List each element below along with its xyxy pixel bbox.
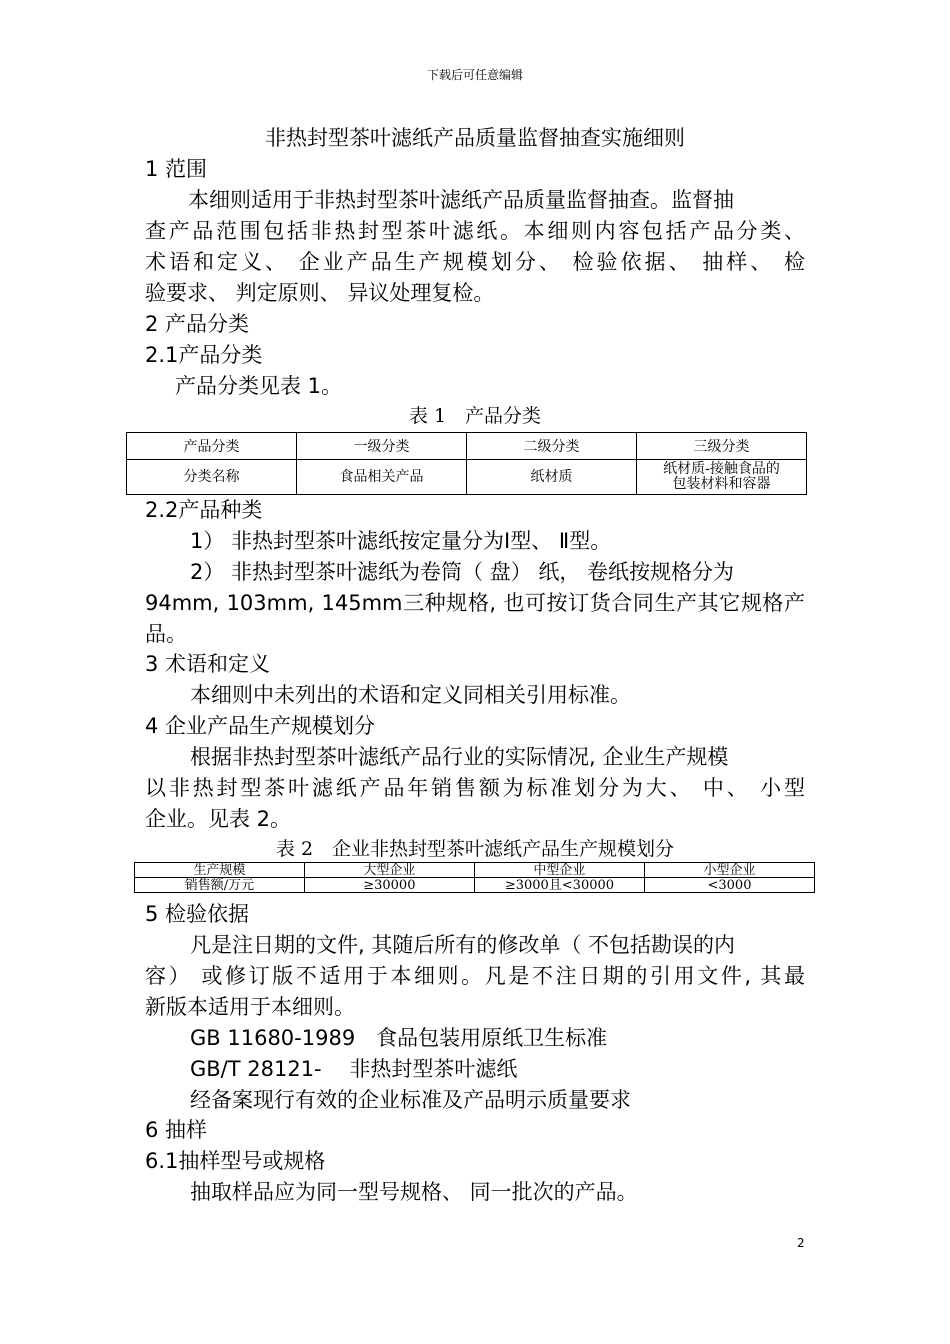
section-2-1-text: 产品分类见表 1。 bbox=[175, 374, 343, 398]
table-header-cell: 生产规模 bbox=[135, 863, 305, 878]
table-1-caption: 表 1 产品分类 bbox=[408, 405, 542, 427]
table-cell: 纸材质 bbox=[466, 460, 636, 495]
table-cell-line: 包装材料和容器 bbox=[672, 476, 771, 492]
section-2-1-heading: 2.1产品分类 bbox=[145, 343, 263, 367]
reference-standard: GB 11680-1989 食品包装用原纸卫生标准 bbox=[190, 1026, 608, 1050]
table-header-cell: 大型企业 bbox=[304, 863, 474, 878]
table-header-cell: 中型企业 bbox=[474, 863, 644, 878]
production-scale-table bbox=[134, 862, 815, 893]
section-1-paragraph-line: 术语和定义、 企业产品生产规模划分、 检验依据、 抽样、 检 bbox=[145, 250, 805, 274]
section-1-paragraph-line: 本细则适用于非热封型茶叶滤纸产品质量监督抽查。监督抽 bbox=[188, 188, 734, 212]
table-cell: ≥3000且<30000 bbox=[474, 878, 644, 893]
section-6-1-heading: 6.1抽样型号或规格 bbox=[145, 1149, 326, 1173]
section-4-heading: 4 企业产品生产规模划分 bbox=[145, 714, 376, 738]
section-6-heading: 6 抽样 bbox=[145, 1118, 208, 1142]
section-5-paragraph-line: 凡是注日期的文件, 其随后所有的修改单（ 不包括勘误的内 bbox=[190, 933, 736, 957]
table-2-caption: 表 2 企业非热封型茶叶滤纸产品生产规模划分 bbox=[275, 838, 675, 860]
section-5-paragraph-line: 容） 或修订版不适用于本细则。凡是不注日期的引用文件, 其最 bbox=[145, 964, 805, 988]
section-2-2-item: 2） 非热封型茶叶滤纸为卷筒（ 盘） 纸， 卷纸按规格分为 bbox=[190, 560, 735, 584]
table-header-cell: 一级分类 bbox=[296, 433, 466, 460]
section-4-paragraph-line: 根据非热封型茶叶滤纸产品行业的实际情况, 企业生产规模 bbox=[190, 745, 729, 769]
section-5-paragraph-line: 新版本适用于本细则。 bbox=[145, 995, 355, 1019]
section-4-paragraph-line: 企业。见表 2。 bbox=[145, 807, 292, 831]
reference-standard: 经备案现行有效的企业标准及产品明示质量要求 bbox=[190, 1088, 631, 1112]
section-1-heading: 1 范围 bbox=[145, 157, 208, 181]
section-2-2-heading: 2.2产品种类 bbox=[145, 498, 263, 522]
document-title: 非热封型茶叶滤纸产品质量监督抽查实施细则 bbox=[265, 126, 685, 150]
table-header-cell: 小型企业 bbox=[644, 863, 814, 878]
section-4-paragraph-line: 以非热封型茶叶滤纸产品年销售额为标准划分为大、 中、 小型 bbox=[145, 776, 805, 800]
table-cell-line: 纸材质-接触食品的 bbox=[663, 461, 780, 477]
reference-standard: GB/T 28121- 非热封型茶叶滤纸 bbox=[190, 1057, 518, 1081]
section-2-2-item: 94mm, 103mm, 145mm三种规格, 也可按订货合同生产其它规格产 bbox=[145, 591, 805, 615]
table-cell: <3000 bbox=[644, 878, 814, 893]
table-header-cell: 二级分类 bbox=[466, 433, 636, 460]
section-2-2-item: 品。 bbox=[145, 622, 187, 646]
table-cell bbox=[636, 460, 806, 495]
download-note: 下载后可任意编辑 bbox=[426, 68, 523, 82]
section-6-1-text: 抽取样品应为同一型号规格、 同一批次的产品。 bbox=[190, 1180, 638, 1204]
section-3-text: 本细则中未列出的术语和定义同相关引用标准。 bbox=[190, 683, 631, 707]
table-header-cell: 三级分类 bbox=[636, 433, 806, 460]
section-2-2-item: 1） 非热封型茶叶滤纸按定量分为Ⅰ型、 Ⅱ型。 bbox=[190, 529, 612, 553]
section-2-heading: 2 产品分类 bbox=[145, 312, 250, 336]
table-cell: 食品相关产品 bbox=[296, 460, 466, 495]
page-number: 2 bbox=[797, 1236, 805, 1250]
table-cell: 销售额/万元 bbox=[135, 878, 305, 893]
table-cell: ≥30000 bbox=[304, 878, 474, 893]
section-1-paragraph-line: 查产品范围包括非热封型茶叶滤纸。本细则内容包括产品分类、 bbox=[145, 219, 805, 243]
table-cell: 分类名称 bbox=[127, 460, 297, 495]
section-1-paragraph-line: 验要求、 判定原则、 异议处理复检。 bbox=[145, 281, 495, 305]
section-5-heading: 5 检验依据 bbox=[145, 902, 250, 926]
product-classification-table bbox=[126, 432, 807, 495]
table-header-cell: 产品分类 bbox=[127, 433, 297, 460]
section-3-heading: 3 术语和定义 bbox=[145, 652, 271, 676]
